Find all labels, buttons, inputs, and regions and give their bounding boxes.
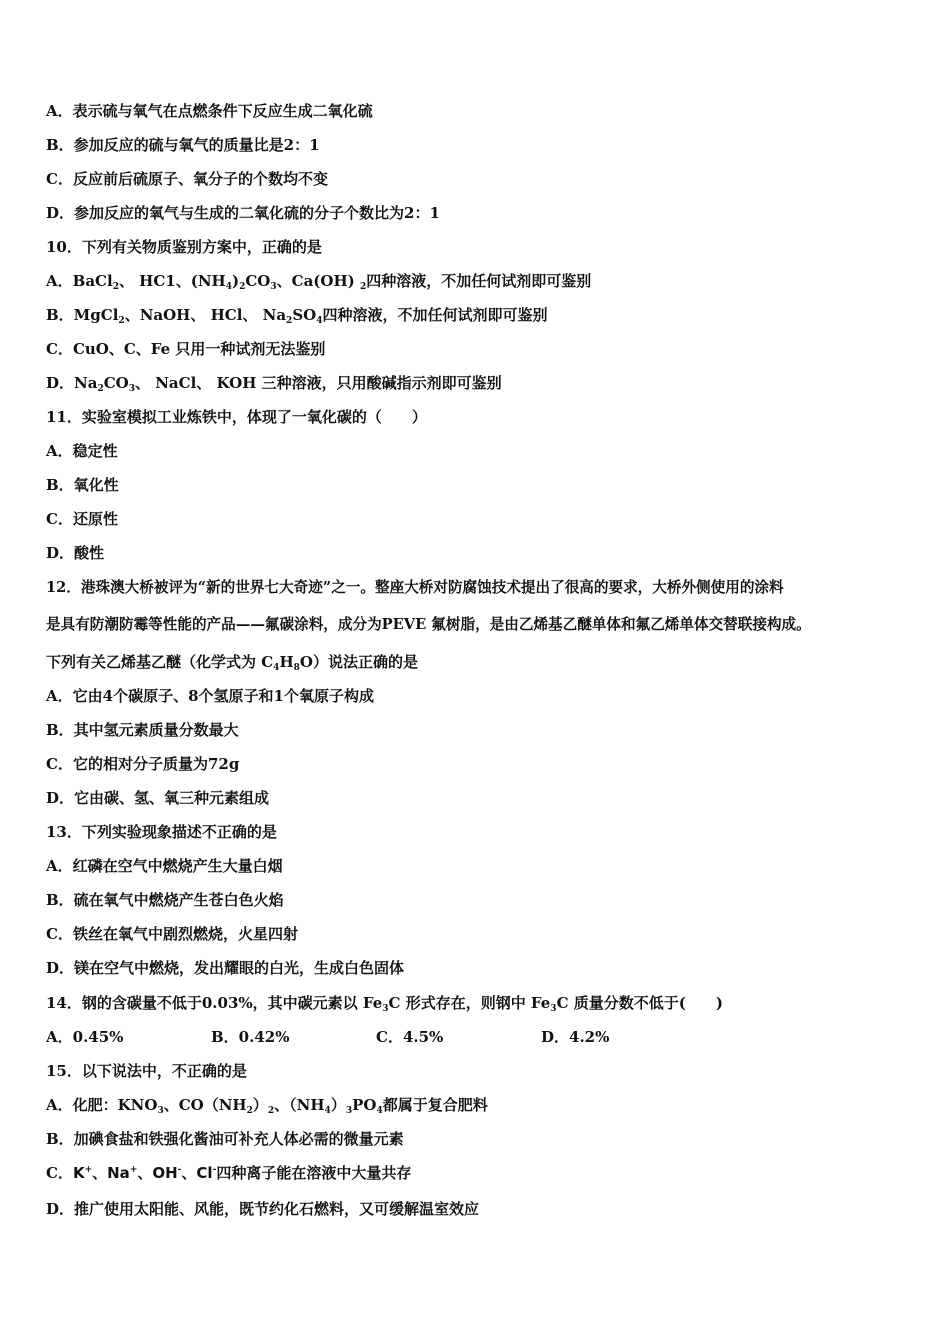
- q9-option-c: C．反应前后硫原子、氧分子的个数均不变: [46, 170, 328, 188]
- q15-option-b: B．加碘食盐和铁强化酱油可补充人体必需的微量元素: [46, 1130, 404, 1148]
- q14-option-c: C．4.5%: [376, 1028, 444, 1046]
- q11-option-b: B．氧化性: [46, 476, 119, 494]
- q9-option-d: D．参加反应的氧气与生成的二氧化硫的分子个数比为2：1: [46, 204, 440, 222]
- q15-stem: 15．以下说法中，不正确的是: [46, 1062, 247, 1080]
- q12-option-a: A．它由4个碳原子、8个氢原子和1个氧原子构成: [46, 687, 374, 705]
- q15-option-c: C．K+、Na+、OH-、Cl-四种离子能在溶液中大量共存: [46, 1164, 412, 1182]
- q11-stem: 11．实验室模拟工业炼铁中，体现了一氧化碳的（ ）: [46, 408, 427, 426]
- q14-option-b: B．0.42%: [211, 1028, 290, 1046]
- q12-option-d: D．它由碳、氢、氧三种元素组成: [46, 789, 270, 807]
- q15-option-d: D．推广使用太阳能、风能，既节约化石燃料，又可缓解温室效应: [46, 1200, 480, 1218]
- q10-stem: 10．下列有关物质鉴别方案中，正确的是: [46, 238, 322, 256]
- q13-option-d: D．镁在空气中燃烧，发出耀眼的白光，生成白色固体: [46, 959, 405, 977]
- q10-option-c: C．CuO、C、Fe 只用一种试剂无法鉴别: [46, 340, 326, 358]
- q13-stem: 13．下列实验现象描述不正确的是: [46, 823, 277, 841]
- q11-option-a: A．稳定性: [46, 442, 118, 460]
- q9-option-a: A．表示硫与氧气在点燃条件下反应生成二氧化硫: [46, 102, 373, 120]
- q12-stem-line1: 12．港珠澳大桥被评为“新的世界七大奇迹”之一。整座大桥对防腐蚀技术提出了很高的要求，大桥外侧使用的涂料: [46, 579, 784, 596]
- q10-option-b: B．MgCl$_2$、NaOH、 HCl、 $Na_2SO_4$四种溶液，不加任何试剂即可鉴别: [46, 306, 548, 326]
- q10-option-d: D．$Na_2CO_3$、 NaCl、 KOH 三种溶液，只用酸碱指示剂即可鉴别: [46, 374, 502, 394]
- q15-option-a: A．化肥：$KNO_3$、$CO(NH_2)_2$、$(NH_4)_3PO_4$都属于复合肥料: [46, 1096, 488, 1116]
- q12-stem-line3: 下列有关乙烯基乙醚（化学式为 $C_4H_8O$）说法正确的是: [46, 653, 418, 673]
- q12-stem-line2: 是具有防潮防霉等性能的产品——氟碳涂料，成分为PEVE 氟树脂，是由乙烯基乙醚单体和氟乙烯单体交替联接构成。: [46, 616, 811, 633]
- q13-option-c: C．铁丝在氧气中剧烈燃烧，火星四射: [46, 925, 298, 943]
- q12-option-b: B．其中氢元素质量分数最大: [46, 721, 239, 739]
- q13-option-a: A．红磷在空气中燃烧产生大量白烟: [46, 857, 283, 875]
- q12-option-c: C．它的相对分子质量为72g: [46, 755, 240, 773]
- q14-option-d: D．4.2%: [541, 1028, 610, 1046]
- q14-stem: 14．钢的含碳量不低于0.03%，其中碳元素以 $Fe_3C$ 形式存在，则钢中 $Fe_3C$ 质量分数不低于( ): [46, 994, 723, 1014]
- q14-option-a: A．0.45%: [46, 1028, 124, 1046]
- q9-option-b: B．参加反应的硫与氧气的质量比是2：1: [46, 136, 320, 154]
- q11-option-d: D．酸性: [46, 544, 105, 562]
- q13-option-b: B．硫在氧气中燃烧产生苍白色火焰: [46, 891, 284, 909]
- q11-option-c: C．还原性: [46, 510, 118, 528]
- q10-option-a: A．BaCl$_2$、 HC1、$(NH_4)_2CO_3$、Ca(OH) $_2$四种溶液，不加任何试剂即可鉴别: [46, 272, 592, 292]
